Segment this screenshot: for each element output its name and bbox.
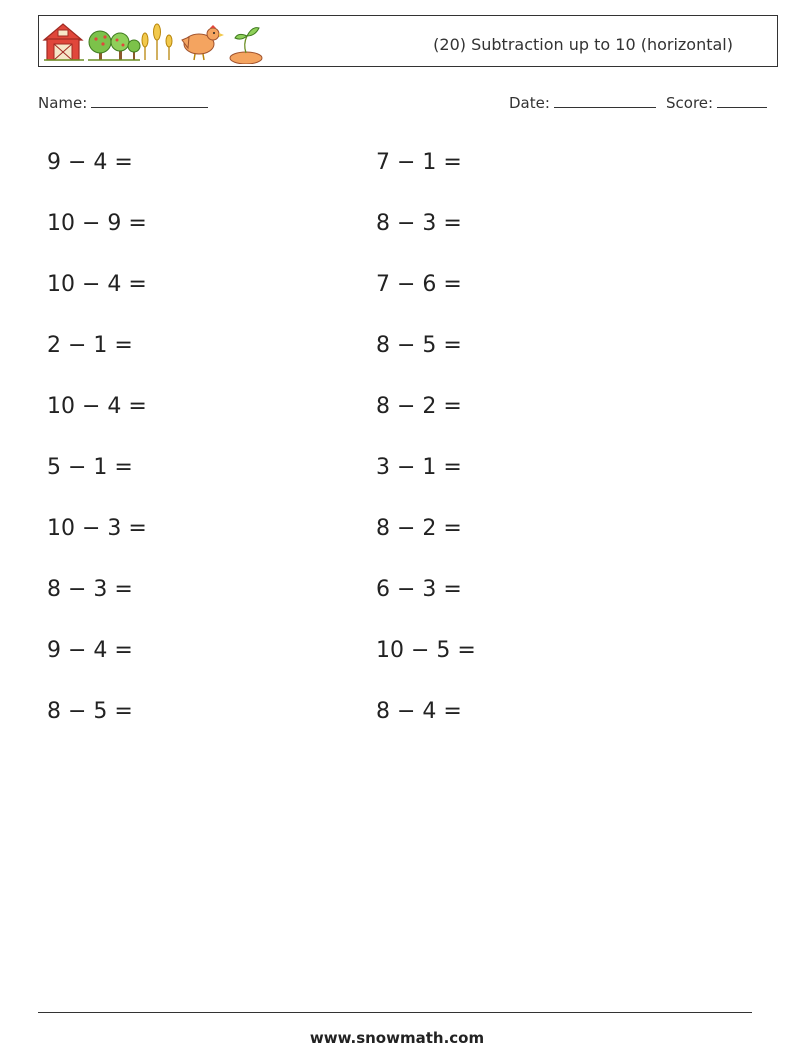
footer-website: www.snowmath.com (309, 1029, 485, 1047)
problem-right-9: 10 − 5 = (376, 638, 476, 663)
hen-icon (182, 25, 224, 60)
problem-left-6: 5 − 1 = (47, 455, 133, 480)
score-label: Score: (666, 94, 714, 112)
barn-icon (44, 24, 84, 60)
name-field (38, 93, 208, 112)
problem-left-7: 10 − 3 = (47, 516, 147, 541)
problem-right-2: 8 − 3 = (376, 211, 462, 236)
problem-right-3: 7 − 6 = (376, 272, 462, 297)
problem-right-10: 8 − 4 = (376, 699, 462, 724)
problem-right-7: 8 − 2 = (376, 516, 462, 541)
name-label: Name: (38, 94, 88, 112)
problem-left-5: 10 − 4 = (47, 394, 147, 419)
date-label: Date: (509, 94, 550, 112)
header-icons (42, 20, 272, 64)
problem-right-4: 8 − 5 = (376, 333, 462, 358)
problem-left-9: 9 − 4 = (47, 638, 133, 663)
date-field (509, 93, 656, 112)
score-blank (717, 93, 767, 108)
problem-left-1: 9 − 4 = (47, 150, 133, 175)
sprout-icon (230, 28, 262, 64)
header-box (38, 15, 778, 67)
worksheet-title: (20) Subtraction up to 10 (horizontal) (433, 35, 733, 54)
problem-left-4: 2 − 1 = (47, 333, 133, 358)
problem-right-6: 3 − 1 = (376, 455, 462, 480)
footer-divider (38, 1012, 752, 1013)
trees-icon (88, 31, 140, 60)
problem-left-2: 10 − 9 = (47, 211, 147, 236)
score-field (666, 93, 767, 112)
problem-right-5: 8 − 2 = (376, 394, 462, 419)
date-blank (554, 93, 656, 108)
problem-left-3: 10 − 4 = (47, 272, 147, 297)
problem-left-8: 8 − 3 = (47, 577, 133, 602)
name-blank (91, 93, 208, 108)
wheat-icon (142, 24, 172, 60)
problem-right-1: 7 − 1 = (376, 150, 462, 175)
problem-right-8: 6 − 3 = (376, 577, 462, 602)
problem-left-10: 8 − 5 = (47, 699, 133, 724)
